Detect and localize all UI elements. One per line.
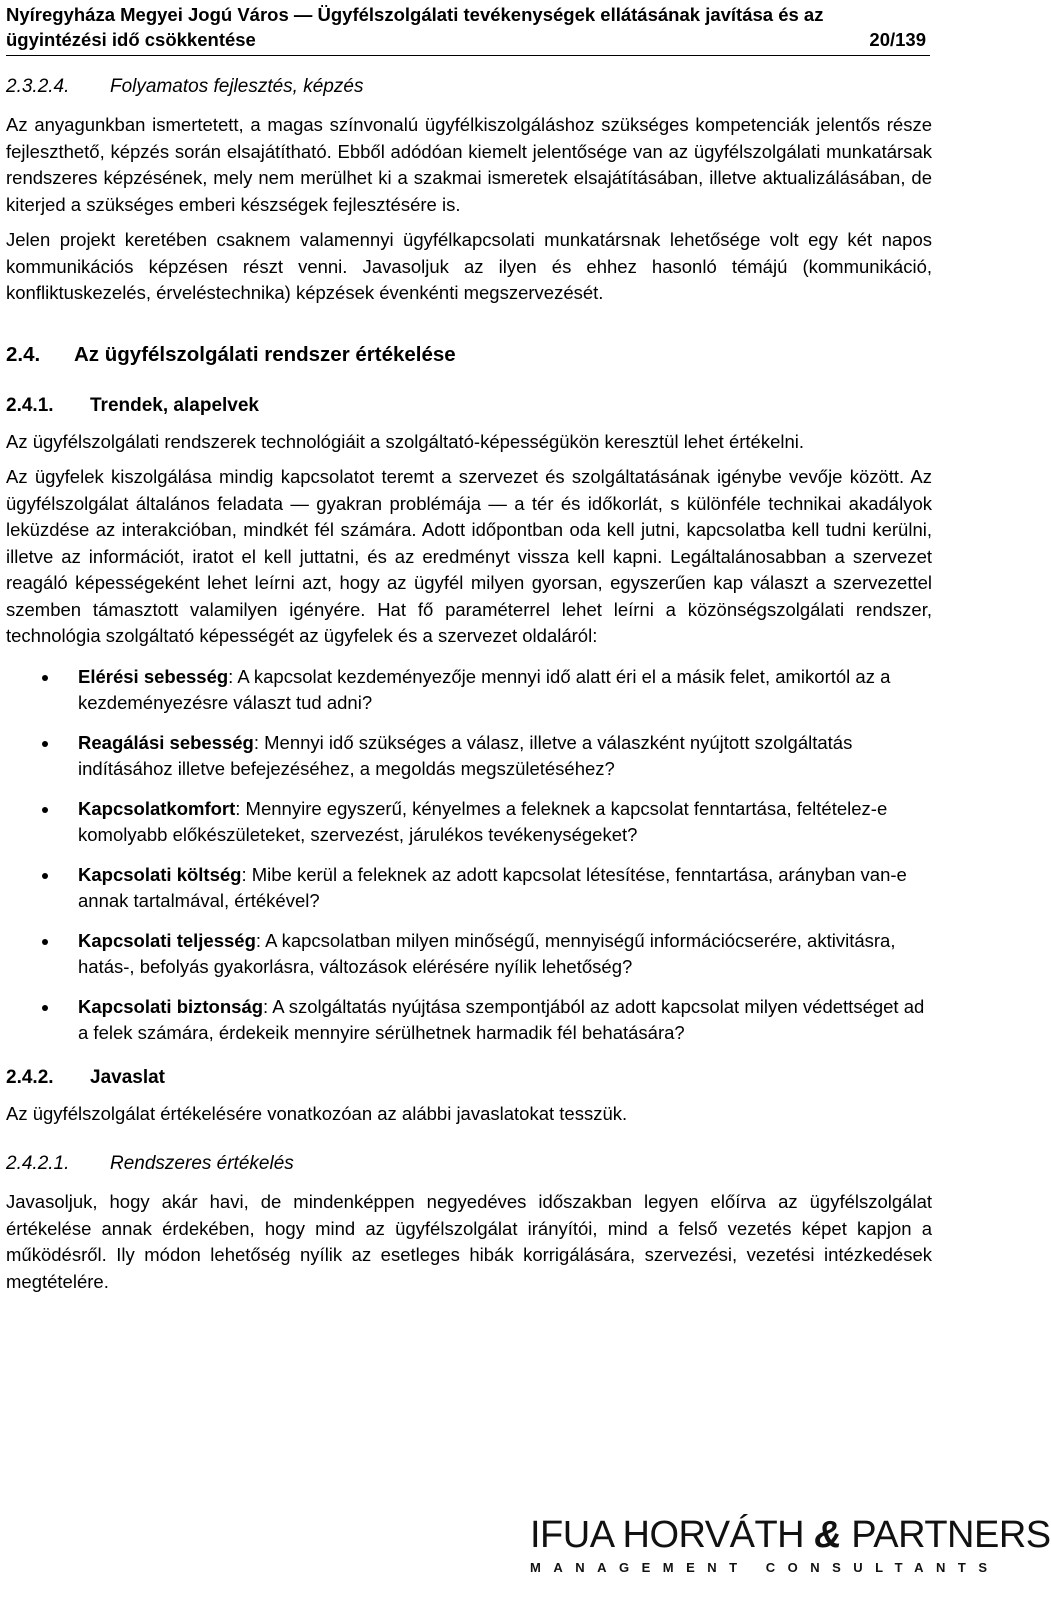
list-item	[6, 994, 932, 1047]
logo-wordmark	[530, 1512, 1051, 1558]
section-heading-2-4	[6, 343, 932, 373]
section-number: 2.4.	[6, 342, 41, 366]
list-item-term: Reagálási sebesség	[78, 731, 254, 753]
list-item	[6, 796, 932, 849]
list-item-term: Kapcsolati biztonság	[78, 995, 264, 1017]
paragraph: Javasoljuk, hogy akár havi, de mindenképpen negyedéves időszakban legyen előírva az ügyfélszolgálat értékelése annak érdekében, hogy mind az ügyfélszolgálat irányítói, mind a felső vezetés képet kapjon a működésről. Ily módon lehetőség nyílik az esetleges hibák korrigálására, szervezési, vezetési intézkedések megtételére.	[6, 1191, 932, 1292]
logo-ampersand: &	[814, 1514, 842, 1556]
page-header	[6, 2, 926, 52]
section-title: Az ügyfélszolgálati rendszer értékelése	[74, 342, 456, 366]
page-number: 20/139	[869, 29, 926, 50]
bullet-icon	[42, 873, 48, 879]
list-item-text: : Mennyire egyszerű, kényelmes a feleknek a kapcsolat fenntartása, feltételez-e komolyabb előkészületeket, szervezést, járulékos tevékenységeket?	[78, 797, 888, 845]
list-item-text: : Mibe kerül a feleknek az adott kapcsolat létesítése, fenntartása, arányban van-e annak tartalmával, értékével?	[78, 863, 907, 911]
list-item-term: Elérési sebesség	[78, 665, 229, 687]
company-logo	[530, 1512, 1051, 1592]
list-item	[6, 664, 932, 717]
section-heading-2-4-2-1	[6, 1153, 932, 1179]
paragraph: Az ügyfélszolgálati rendszerek technológiáit a szolgáltató-képességükön keresztül lehet értékelni.	[6, 430, 805, 452]
section-heading-2-4-2	[6, 1067, 932, 1093]
section-title: Rendszeres értékelés	[110, 1153, 294, 1174]
list-item	[6, 862, 932, 915]
list-item-text: : A kapcsolat kezdeményezője mennyi idő alatt éri el a másik felet, amikortól az a kezdeményezésre választ tud adni?	[78, 665, 891, 713]
section-number: 2.4.1.	[6, 394, 54, 416]
header-title: Nyíregyháza Megyei Jogú Város — Ügyfélszolgálati tevékenységek ellátásának javítása és az ügyintézési idő csökkentése	[6, 4, 824, 50]
header-divider	[6, 55, 930, 56]
logo-text-left: IFUA HORVÁTH	[530, 1514, 805, 1556]
list-item	[6, 730, 932, 783]
section-number: 2.4.2.	[6, 1066, 54, 1088]
logo-text-right: PARTNERS	[851, 1514, 1051, 1556]
section-heading-2-4-1	[6, 395, 932, 421]
paragraph: Az anyagunkban ismertetett, a magas színvonalú ügyfélkiszolgáláshoz szükséges kompetenciák jelentős része fejleszthető, képzés során elsajátítható. Ebből adódóan kiemelt jelentősége van az ügyfélszolgálati munkatársak rendszeres képzésének, mely nem merülhet ki a szakmai ismeretek elsajátításában, illetve aktualizálásában, de kiterjed a szükséges emberi készségek fejlesztésére is.	[6, 114, 932, 215]
list-item-term: Kapcsolatkomfort	[78, 797, 236, 819]
bullet-icon	[42, 741, 48, 747]
paragraph: Az ügyfélszolgálat értékelésére vonatkozóan az alábbi javaslatokat tesszük.	[6, 1102, 628, 1124]
list-item-text: : A kapcsolatban milyen minőségű, mennyiségű információcserére, aktivitásra, hatás-, befolyás gyakorlásra, változások elérésére nyílik lehetőség?	[78, 929, 896, 977]
section-title: Folyamatos fejlesztés, képzés	[110, 76, 364, 97]
logo-tagline: MANAGEMENT CONSULTANTS	[530, 1560, 1000, 1575]
bullet-icon	[42, 939, 48, 945]
document-body	[6, 76, 932, 1304]
bullet-icon	[42, 1005, 48, 1011]
list-item-text: : Mennyi idő szükséges a válasz, illetve a válaszként nyújtott szolgáltatás indításához illetve befejezéséhez, a megoldás megszületéséhez?	[78, 731, 853, 779]
list-item	[6, 928, 932, 981]
section-title: Trendek, alapelvek	[90, 394, 259, 416]
bullet-icon	[42, 675, 48, 681]
paragraph: Az ügyfelek kiszolgálása mindig kapcsolatot teremt a szervezet és szolgáltatásának igénybe vevője között. Az ügyfélszolgálat általános feladata — gyakran problémája — a tér és időkorlát, s különféle technikai akadályok leküzdése az interakcióban, mindkét fél számára. Adott időpontban oda kell jutni, kapcsolatba kell tudni kerülni, illetve az információt, iratot el kell juttatni, és az eredményt vissza kell kapni. Legáltalánosabban a szervezet reagáló képességeként lehet leírni azt, hogy az ügyfél milyen gyorsan, egyszerűen kap választ a szervezettel szemben támasztott valamilyen igényére. Hat fő paraméterrel lehet leírni a közönségszolgálati rendszer, technológia szolgáltató képességét az ügyfelek és a szervezet oldaláról:	[6, 466, 932, 646]
parameter-list	[6, 664, 932, 1047]
list-item-term: Kapcsolati költség	[78, 863, 242, 885]
bullet-icon	[42, 807, 48, 813]
list-item-term: Kapcsolati teljesség	[78, 929, 256, 951]
section-number: 2.3.2.4.	[6, 76, 70, 97]
paragraph: Jelen projekt keretében csaknem valamennyi ügyfélkapcsolati munkatársnak lehetősége volt egy két napos kommunikációs képzésen részt venni. Javasoljuk az ilyen és ehhez hasonló témájú (kommunikáció, konfliktuskezelés, érveléstechnika) képzések évenkénti megszervezését.	[6, 229, 932, 303]
section-number: 2.4.2.1.	[6, 1153, 70, 1174]
section-title: Javaslat	[90, 1066, 166, 1088]
section-heading-2-3-2-4	[6, 76, 932, 102]
list-item-text: : A szolgáltatás nyújtása szempontjából az adott kapcsolat milyen védettséget ad a felek számára, érdekeik mennyire sérülhetnek harmadik fél behatására?	[78, 995, 925, 1043]
